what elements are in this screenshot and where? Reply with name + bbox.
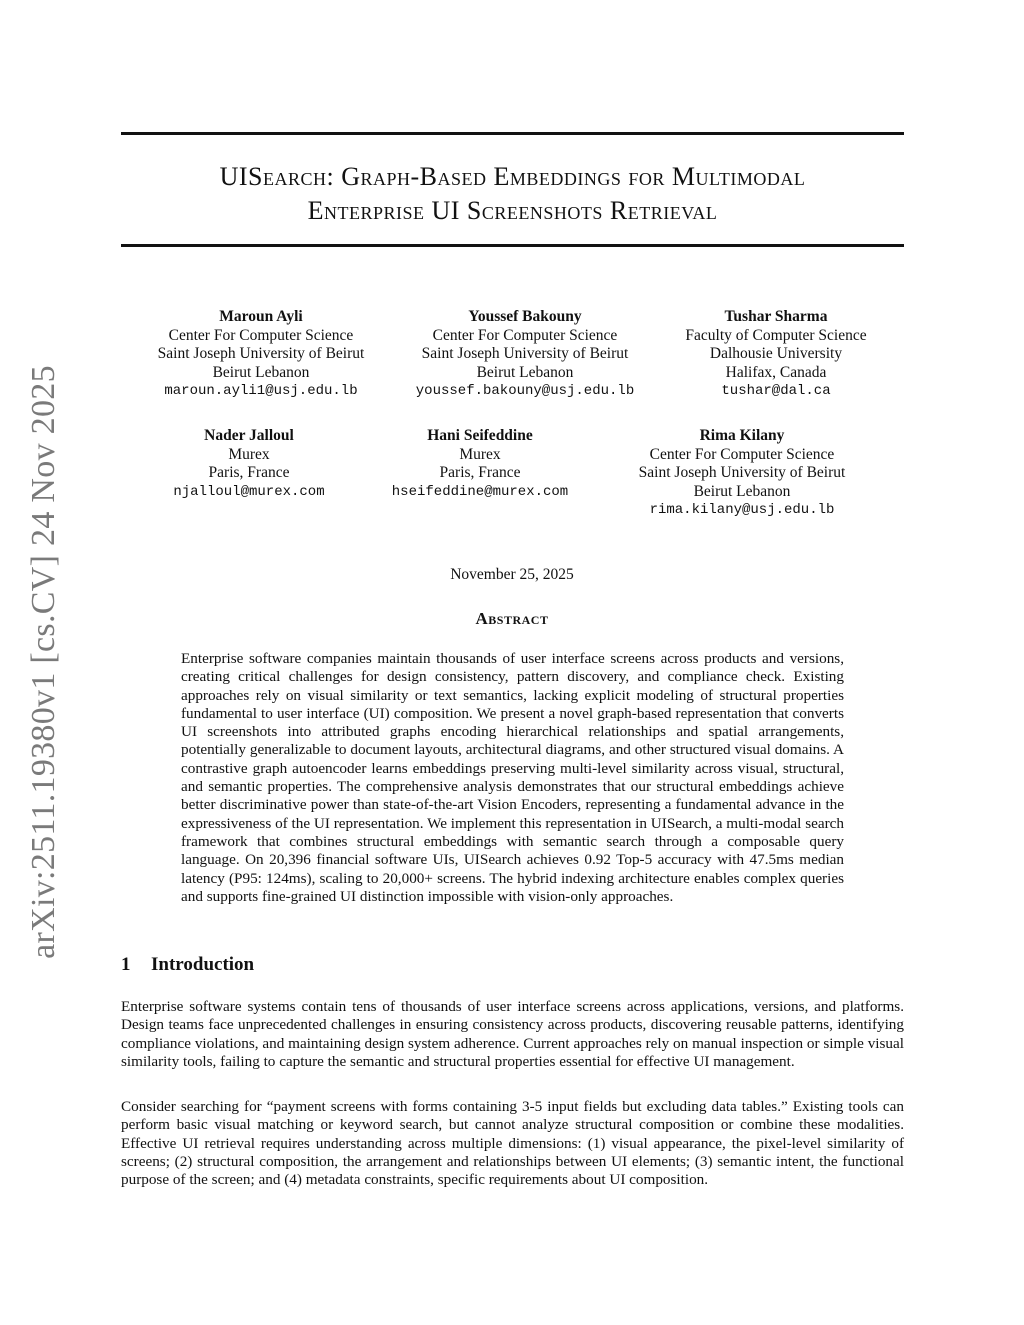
author-affiliation: Paris, France [439,464,521,481]
author-block [136,308,386,401]
paper-date: November 25, 2025 [450,566,574,583]
author-affiliation: Halifax, Canada [725,363,827,381]
abstract-heading: Abstract [475,609,549,628]
author-affiliation: Saint Joseph University of Beirut [157,345,365,362]
author-email[interactable]: maroun.ayli1@usj.edu.lb [164,383,358,399]
author-affiliation: Faculty of Computer Science [685,326,867,344]
author-email[interactable]: tushar@dal.ca [721,383,831,399]
author-affiliation: Saint Joseph University of Beirut [421,345,629,362]
body-paragraph: Enterprise software systems contain tens of thousands of user interface screens across applications, versions, and platforms. Design teams face unprecedented challenges in ensuring consistency across products, discovering reusable patterns, identifying compliance violations, and maintaining design system adherence. Current approaches rely on manual inspection or simple visual similarity tools, failing to capture the semantic and structural properties essential for effective UI management. [121,998,904,1070]
author-block [651,308,901,401]
author-affiliation: Beirut Lebanon [693,482,791,500]
author-name: Youssef Bakouny [468,308,582,325]
paper-title [121,160,904,228]
arxiv-stamp: arXiv:2511.19380v1 [cs.CV] 24 Nov 2025 [25,365,62,959]
author-block [124,427,374,501]
author-name: Rima Kilany [699,427,785,444]
title-bottom-rule [121,244,904,247]
title-line-2: Enterprise UI Screenshots Retrieval [307,196,718,225]
author-affiliation: Beirut Lebanon [212,363,310,381]
title-top-rule [121,132,904,135]
section-heading [121,954,254,976]
author-name: Tushar Sharma [724,308,828,325]
author-email[interactable]: njalloul@murex.com [173,483,325,500]
author-block [400,308,650,401]
author-name: Nader Jalloul [204,427,294,444]
title-line-1: UISearch: Graph-Based Embeddings for Multimodal [219,162,806,191]
section-title: Introduction [151,954,255,975]
author-affiliation: Center For Computer Science [432,326,618,344]
abstract-text: Enterprise software companies maintain thousands of user interface screens across products and versions, creating critical challenges for design consistency, pattern discovery, and compliance check. Existing approaches rely on visual similarity or text semantics, lacking explicit modeling of structural properties fundamental to user interface (UI) composition. We present a novel graph-based representation that converts UI screenshots into attributed graphs encoding hierarchical relationships and spatial arrangements, potentially generalizable to document layouts, architectural diagrams, and other structured visual domains. A contrastive graph autoencoder learns embeddings preserving multi-level similarity across visual, structural, and semantic properties. The comprehensive analysis demonstrates that our structural embeddings achieve better discriminative power than state-of-the-art Vision Encoders, representing a fundamental advance in the expressiveness of the UI representation. We implement this representation in UISearch, a multi-modal search framework that combines structural embeddings with semantic search through a composable query language. On 20,396 financial software UIs, UISearch achieves 0.92 Top-5 accuracy with 47.5ms median latency (P95: 124ms), scaling to 20,000+ screens. The hybrid indexing architecture enables complex queries and supports fine-grained UI distinction impossible with vision-only approaches. [181,650,844,905]
section-number: 1 [121,954,131,975]
author-affiliation: Murex [228,445,270,463]
author-affiliation: Saint Joseph University of Beirut [638,464,846,481]
author-affiliation: Center For Computer Science [649,445,835,463]
author-email[interactable]: rima.kilany@usj.edu.lb [649,502,835,518]
author-name: Hani Seifeddine [427,427,533,444]
author-email[interactable]: youssef.bakouny@usj.edu.lb [415,383,635,399]
author-affiliation: Center For Computer Science [168,326,354,344]
author-affiliation: Beirut Lebanon [476,363,574,381]
author-affiliation: Dalhousie University [709,345,843,362]
author-affiliation: Paris, France [208,464,290,481]
author-name: Maroun Ayli [219,308,303,325]
author-block [355,427,605,501]
body-paragraph: Consider searching for “payment screens with forms containing 3-5 input fields but excluding data tables.” Existing tools can perform basic visual matching or keyword search, but cannot analyze structural composition or combine these modalities. Effective UI retrieval requires understanding across multiple dimensions: (1) visual appearance, the pixel-level similarity of screens; (2) structural composition, the arrangement and relationships between UI elements; (3) semantic intent, the functional purpose of the screen; and (4) metadata constraints, specific requirements about UI composition. [121,1098,904,1189]
author-email[interactable]: hseifeddine@murex.com [391,483,569,500]
author-affiliation: Murex [459,445,501,463]
author-block [617,427,867,520]
